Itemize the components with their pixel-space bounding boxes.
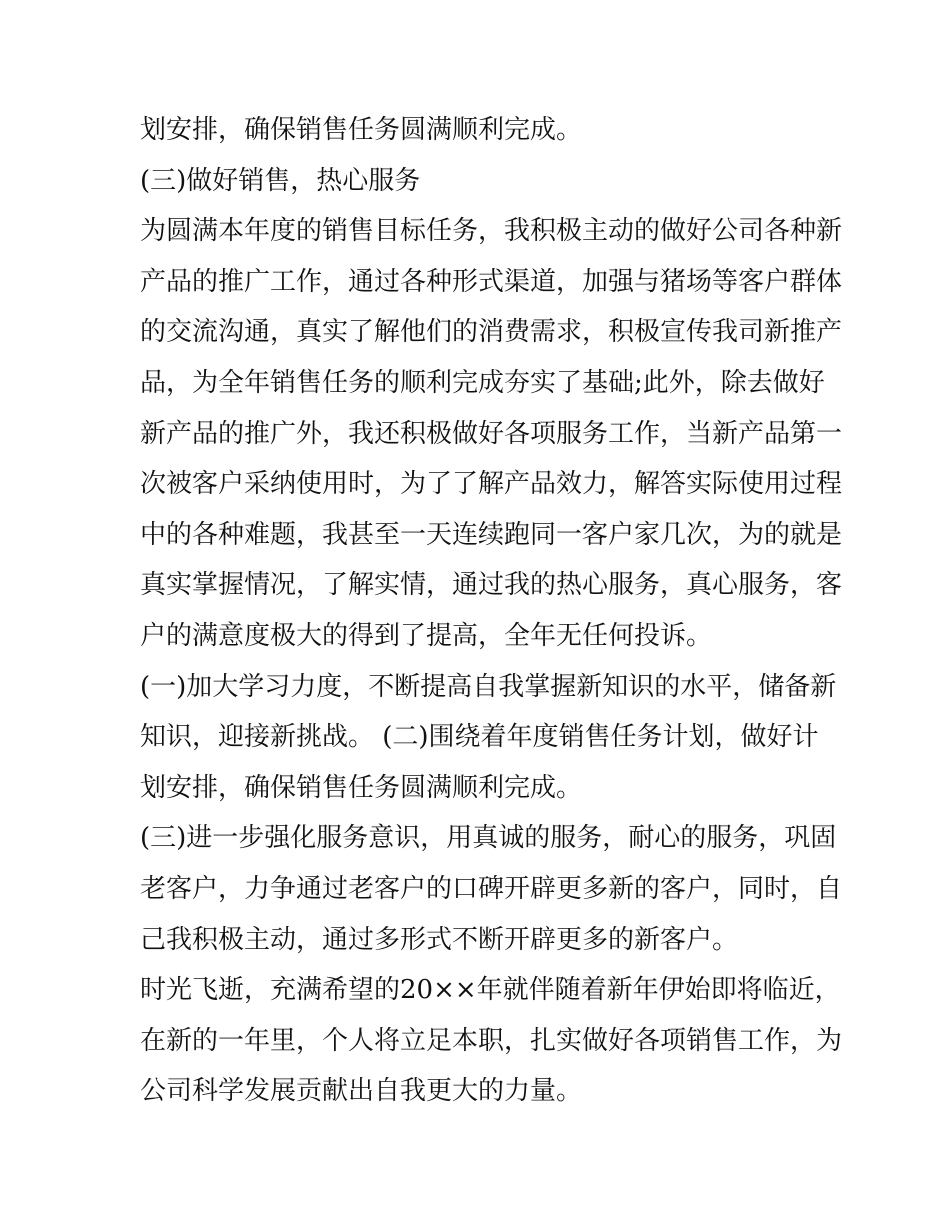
text-line: 真实掌握情况，了解实情，通过我的热心服务，真心服务，客 bbox=[140, 570, 843, 601]
text-line: 中的各种难题，我甚至一天连续跑同一客户家几次，为的就是 bbox=[140, 519, 843, 550]
text-line: 知识，迎接新挑战。 (二)围绕着年度销售任务计划，做好计 bbox=[140, 722, 819, 753]
text-line: 时光飞逝，充满希望的20××年就伴随着新年伊始即将临近， bbox=[140, 975, 841, 1006]
text-line: 己我积极主动，通过多形式不断开辟更多的新客户。 bbox=[140, 924, 739, 955]
section-heading: (三)做好销售，热心服务 bbox=[140, 165, 421, 196]
text-line: 户的满意度极大的得到了提高，全年无任何投诉。 bbox=[140, 620, 713, 651]
text-line: 为圆满本年度的销售目标任务，我积极主动的做好公司各种新 bbox=[140, 216, 843, 247]
text-line: 次被客户采纳使用时，为了了解产品效力，解答实际使用过程 bbox=[140, 469, 843, 500]
text-line: 新产品的推广外，我还积极做好各项服务工作，当新产品第一 bbox=[140, 418, 843, 449]
text-line: (一)加大学习力度，不断提高自我掌握新知识的水平，储备新 bbox=[140, 671, 837, 702]
text-line: 划安排，确保销售任务圆满顺利完成。 bbox=[140, 115, 583, 145]
text-line: 划安排，确保销售任务圆满顺利完成。 bbox=[140, 772, 583, 803]
text-line: 产品的推广工作，通过各种形式渠道，加强与猪场等客户群体 bbox=[140, 266, 843, 297]
text-line: 老客户，力争通过老客户的口碑开辟更多新的客户，同时，自 bbox=[140, 873, 843, 904]
document-body bbox=[140, 105, 843, 1117]
text-line: (三)进一步强化服务意识，用真诚的服务，耐心的服务，巩固 bbox=[140, 823, 837, 854]
text-line: 品，为全年销售任务的顺利完成夯实了基础;此外，除去做好 bbox=[140, 367, 825, 398]
text-line: 公司科学发展贡献出自我更大的力量。 bbox=[140, 1076, 583, 1107]
text-line: 在新的一年里，个人将立足本职，扎实做好各项销售工作，为 bbox=[140, 1025, 843, 1056]
text-line: 的交流沟通，真实了解他们的消费需求，积极宣传我司新推产 bbox=[140, 317, 843, 348]
